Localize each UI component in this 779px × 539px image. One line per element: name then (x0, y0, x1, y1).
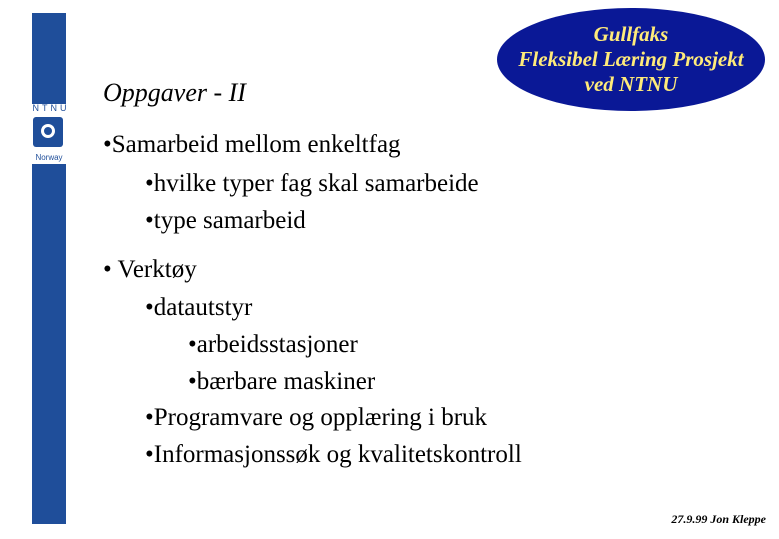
bullet-item: •bærbare maskiner (188, 368, 376, 395)
bullet-item: •datautstyr (145, 294, 253, 321)
ntnu-emblem-icon (33, 117, 63, 147)
emblem-ring-icon (41, 124, 55, 138)
bullet-item: •Programvare og opplæring i bruk (145, 404, 488, 431)
footer-date-author: 27.9.99 Jon Kleppe (671, 512, 766, 526)
ntnu-logo (30, 104, 68, 164)
sidebar-stripe (32, 13, 66, 524)
logo-top-text: NTNU (32, 103, 70, 113)
bullet-item: •Samarbeid mellom enkeltfag (103, 131, 401, 158)
logo-bottom-text: Norway (35, 153, 63, 162)
bullet-item: • Verktøy (103, 256, 197, 283)
badge-line: Fleksibel Læring Prosjekt (518, 47, 744, 71)
bullet-item: •hvilke typer fag skal samarbeide (145, 170, 479, 197)
bullet-item: •arbeidsstasjoner (188, 331, 358, 358)
bullet-item: •type samarbeid (145, 207, 306, 234)
bullet-item: •Informasjonssøk og kvalitetskontroll (145, 441, 522, 468)
project-badge (497, 8, 765, 111)
slide-title: Oppgaver - II (103, 78, 246, 107)
badge-line: Gullfaks (593, 22, 669, 46)
badge-line: ved NTNU (584, 72, 678, 96)
